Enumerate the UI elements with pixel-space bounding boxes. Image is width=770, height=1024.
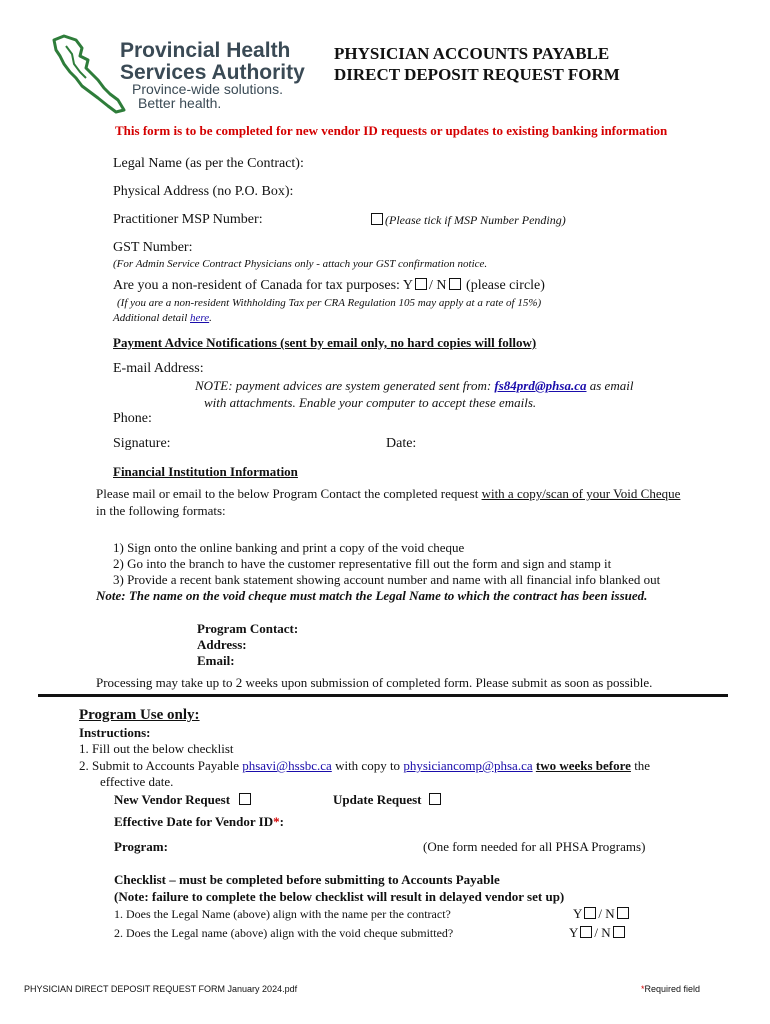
new-vendor-request <box>114 792 253 808</box>
date-label: Date: <box>386 436 417 451</box>
checklist-item-1-n: / N <box>598 906 615 921</box>
checklist-item-2-y: Y <box>569 925 579 940</box>
two-weeks-before: two weeks before <box>535 758 631 773</box>
instruction-step-1: 1. Fill out the below checklist <box>79 741 234 756</box>
msp-pending <box>369 213 566 228</box>
required-asterisk: * <box>273 814 280 829</box>
financial-para-underlined: with a copy/scan of your Void Cheque <box>481 486 681 501</box>
msp-pending-label: (Please tick if MSP Number Pending) <box>385 213 566 227</box>
instruction-step-2-tail: the <box>634 758 651 773</box>
processing-note: Processing may take up to 2 weeks upon submission of completed form. Please submit as soon as possible. <box>96 675 653 690</box>
instruction-step-2-prefix: 2. Submit to Accounts Payable <box>79 758 239 773</box>
update-request-label: Update Request <box>333 792 422 807</box>
financial-para-prefix: Please mail or email to the below Program Contact the completed request <box>96 486 479 501</box>
checklist-item-2: 2. Does the Legal name (above) align with the void cheque submitted? <box>114 926 454 940</box>
org-name-line2: Services Authority <box>120 61 305 84</box>
instructions-label: Instructions: <box>79 725 151 740</box>
section-divider <box>38 694 728 697</box>
effective-date-label <box>114 814 284 830</box>
financial-para-line2: in the following formats: <box>96 503 226 518</box>
nonresident-question: Are you a non-resident of Canada for tax purposes: <box>113 278 400 293</box>
effective-date-colon: : <box>279 814 284 829</box>
financial-para-line1 <box>96 486 680 502</box>
phone-label: Phone: <box>113 411 152 426</box>
payment-heading: Payment Advice Notifications (sent by email only, no hard copies will follow) <box>113 335 537 350</box>
checklist-item-2-n: / N <box>594 925 611 940</box>
gst-number-label: GST Number: <box>113 240 193 255</box>
org-tagline <box>132 82 283 110</box>
payment-note-suffix: as email <box>589 378 634 393</box>
phsavi-email-link[interactable]: phsavi@hssbc.ca <box>242 758 332 773</box>
nonresident-n-label: / N <box>429 278 447 293</box>
financial-heading: Financial Institution Information <box>113 464 298 479</box>
address-label: Address: <box>197 637 247 652</box>
checklist-item-1-yn <box>573 906 631 922</box>
checklist-heading: Checklist – must be completed before submitting to Accounts Payable <box>114 872 500 887</box>
org-name <box>120 40 305 84</box>
signature-label: Signature: <box>113 436 171 451</box>
effective-date-text: Effective Date for Vendor ID <box>114 814 274 829</box>
intro-text: This form is to be completed for new vendor ID requests or updates to existing banking information <box>115 123 668 138</box>
org-name-line1: Provincial Health <box>120 39 291 62</box>
update-request <box>333 792 443 808</box>
additional-detail <box>113 312 212 324</box>
physical-address-label: Physical Address (no P.O. Box): <box>113 184 294 199</box>
program-note: (One form needed for all PHSA Programs) <box>423 839 646 854</box>
checklist-item-1: 1. Does the Legal Name (above) align with the name per the contract? <box>114 907 451 921</box>
form-title-line1: PHYSICIAN ACCOUNTS PAYABLE <box>334 44 610 63</box>
instruction-step-2-line2: effective date. <box>100 774 174 789</box>
footer-required <box>641 984 700 994</box>
new-vendor-request-label: New Vendor Request <box>114 792 231 807</box>
financial-step-1: 1) Sign onto the online banking and print a copy of the void cheque <box>113 540 465 555</box>
instruction-step-2 <box>79 758 650 774</box>
footer-required-text: Required field <box>644 984 701 994</box>
physiciancomp-email-link[interactable]: physiciancomp@phsa.ca <box>403 758 533 773</box>
void-cheque-note: Note: The name on the void cheque must match the Legal Name to which the contract has been issued. <box>96 588 648 603</box>
financial-step-3: 3) Provide a recent bank statement showing account number and name with all financial info blanked out <box>113 572 661 587</box>
form-title-line2: DIRECT DEPOSIT REQUEST FORM <box>334 65 620 84</box>
checklist-note: (Note: failure to complete the below checklist will result in delayed vendor set up) <box>114 889 565 904</box>
instruction-step-2-mid: with copy to <box>335 758 401 773</box>
legal-name-label: Legal Name (as per the Contract): <box>113 156 304 171</box>
withholding-note: (If you are a non-resident Withholding Tax per CRA Regulation 105 may apply at a rate of 15%) <box>117 297 542 309</box>
payment-note-line1 <box>195 378 633 394</box>
form-title <box>334 43 620 85</box>
here-link[interactable]: here <box>190 312 210 324</box>
payment-note-email-link[interactable]: fs84prd@phsa.ca <box>494 378 587 393</box>
financial-step-2: 2) Go into the branch to have the customer representative fill out the form and sign and stamp it <box>113 556 612 571</box>
new-vendor-request-checkbox[interactable] <box>239 793 251 805</box>
bc-map-logo-icon <box>52 34 126 116</box>
nonresident-tail: (please circle) <box>466 278 545 293</box>
payment-note-prefix: NOTE: payment advices are system generated sent from: <box>195 378 492 393</box>
payment-note-line2: with attachments. Enable your computer to accept these emails. <box>204 395 537 410</box>
nonresident-n-checkbox[interactable] <box>449 278 461 290</box>
email-label: E-mail Address: <box>113 361 204 376</box>
additional-detail-label: Additional detail <box>113 312 188 324</box>
checklist-item-2-n-checkbox[interactable] <box>613 926 625 938</box>
nonresident-y-label: Y <box>402 278 414 293</box>
checklist-item-1-y-checkbox[interactable] <box>584 907 596 919</box>
footer-filename: PHYSICIAN DIRECT DEPOSIT REQUEST FORM January 2024.pdf <box>24 984 298 994</box>
contact-email-label: Email: <box>197 653 235 668</box>
checklist-item-1-n-checkbox[interactable] <box>617 907 629 919</box>
checklist-item-1-y: Y <box>573 906 583 921</box>
tagline-line2: Better health. <box>138 95 222 111</box>
update-request-checkbox[interactable] <box>429 793 441 805</box>
msp-number-label: Practitioner MSP Number: <box>113 212 263 227</box>
nonresident-y-checkbox[interactable] <box>415 278 427 290</box>
checklist-item-2-yn <box>569 925 627 941</box>
gst-note: (For Admin Service Contract Physicians only - attach your GST confirmation notice. <box>113 258 488 270</box>
checklist-item-2-y-checkbox[interactable] <box>580 926 592 938</box>
program-use-heading: Program Use only: <box>79 707 200 723</box>
nonresident-row <box>113 278 545 294</box>
footer-required-asterisk: * <box>641 984 645 994</box>
program-label: Program: <box>114 839 168 854</box>
msp-pending-checkbox[interactable] <box>371 213 383 225</box>
here-period: . <box>209 312 212 324</box>
program-contact-label: Program Contact: <box>197 621 299 636</box>
tagline-line1: Province-wide solutions. <box>132 81 283 97</box>
